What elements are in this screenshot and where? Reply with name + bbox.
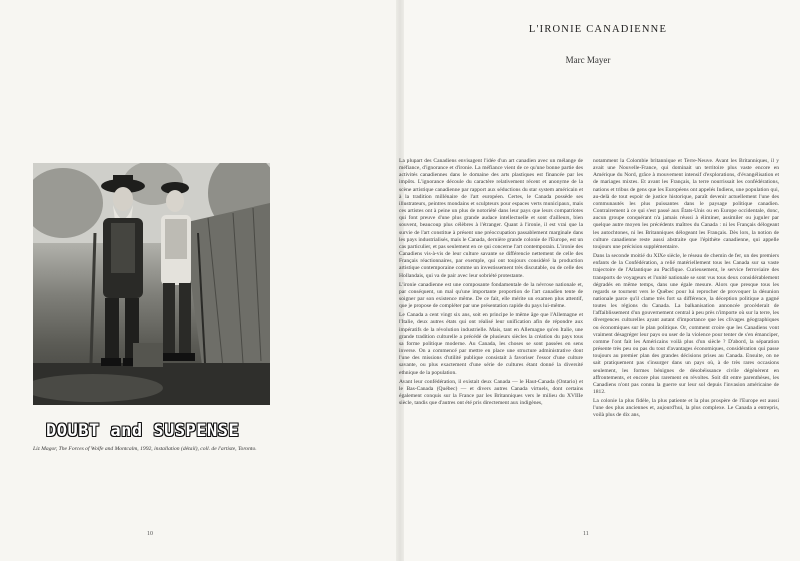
- paragraph: notamment la Colombie britannique et Terre-Neuve. Avant les Britanniques, il y avait une Nouvelle-France, qui dominait un territoire plus vaste encore en Amérique du Nord, grâce à mouvement intensif d'explorations, d'évangélisation et de mariages mixtes. Et avant les Français, la terre nourrissait les confédérations, nations et tribus de gens que les Européens ont appelés Indiens, une population qui, au-delà de tout espoir de justice historique, paraît devenir actuellement l'une des communautés les plus puissantes dans le paysage politique canadien. Contrairement à ce qui s'est passé aux États-Unis ou en Europe occidentale, donc, aucun groupe conquérant n'a jamais réussi à éliminer, assimiler ou juguler par quelque autre moyen les précédents maîtres du Canada : ni les Français délogeant les autochtones, ni les Britanniques délogeant les Français. Dès lors, la notion de culture canadienne reste aussi abstraite que l'épithète canadienne, qui appelle toujours une précision supplémentaire.: [593, 158, 779, 250]
- paragraph: L'ironie canadienne est une composante fondamentale de la névrose nationale et, par conséquent, un mal qu'une importante proportion de l'art canadien tente de soigner par son existence même. De ce fait, elle mérite un examen plus attentif, que je propose de compléter par une présentation rapide du pays lui-même.: [399, 281, 583, 310]
- paragraph: Avant leur confédération, il existait deux Canada — le Haut-Canada (Ontario) et le Bas-Canada (Québec) — et divers autres Canada virtuels, dont certains également conquis sur la France par les Britanniques vers le milieu du XVIIIe siècle, tandis que d'autres ont été pris directement aux indigènes,: [399, 378, 583, 407]
- paragraph: Dans la seconde moitié du XIXe siècle, le réseau de chemin de fer, un des premiers enfants de la Confédération, a relié matériellement tous les Canada sur sa vaste trajectoire de l'Atlantique au Pacifique. Curieusement, le service ferroviaire des transports de voyageurs et l'unité nationale se sont vus tous deux considérablement dégradés en même temps, dans une égale mesure. Alors que presque tous les regards se tournent vers le Québec pour lui reprocher de provoquer la désunion nationale parce qu'il clame très fort sa différence, la déception politique a gagné toutes les régions du Canada. La balkanisation annoncée procèderait de l'affaiblissement d'un gouvernement central à peu près n'importe où sur la terre, les divergences culturelles ayant autant d'importance que les clivages géographiques ou économiques sur le plan politique. Or, comment croire que les Canadiens vont vraiment désagréger leur pays ou user de la violence pour tenter de s'en émanciper, comme l'ont fait les Américains voilà plus d'un siècle ? D'abord, la séparation présente très peu ou pas du tout d'avantages économiques, considération qui passe toujours au premier plan des grandes décisions prises au Canada. Ensuite, on ne sait pratiquement pas s'insurger dans un pays où, à de très rares occasions seulement, les formes bénignes de désobéissance civile dégénèrent en affrontements, et encore plus rarement en révoltes. Soit dit entre parenthèses, les Canadiens n'ont pas connu la guerre sur leur sol depuis l'invasion américaine de 1812.: [593, 253, 779, 395]
- paragraph: La colonie la plus fidèle, la plus patiente et la plus prospère de l'Europe est aussi l'une des plus anciennes et, aujourd'hui, la plus complexe. Le Canada a entrepris, voilà plus de dix ans,: [593, 398, 779, 419]
- page-number-left: 10: [147, 531, 153, 537]
- author-name: Marc Mayer: [565, 55, 611, 65]
- stencil-title: DOUBT and SUSPENSE: [46, 421, 240, 441]
- article-title: L'IRONIE CANADIENNE: [528, 24, 668, 35]
- installation-photo: [33, 163, 270, 405]
- page-number-right: 11: [583, 531, 589, 537]
- text-column-2: [593, 158, 779, 548]
- text-column-1: [399, 158, 583, 548]
- photo-illustration: [33, 163, 270, 405]
- paragraph: La plupart des Canadiens envisagent l'idée d'un art canadien avec un mélange de méfiance, d'ignorance et d'ironie. La méfiance vient de ce qu'une bonne partie des activités canadiennes dans le domaine des arts plastiques est financée par les impôts. L'ignorance découle du caractère relativement récent et anonyme de la scène artistique canadienne par rapport aux séductions du star system américain et à la tradition millénaire de l'art européen. Certes, le Canada possède ses illustrateurs, peintres mondains et sculpteurs pour espaces verts municipaux, mais ces artistes ont à peine un plus de notoriété dans leur pays que leurs compatriotes qui font preuve d'une plus grande audace intellectuelle et sont d'ailleurs, bien souvent, beaucoup plus célèbres à l'étranger. Quant à l'ironie, il est vrai que la survie de l'art constitue à présent une préoccupation passablement marginale dans les pays industrialisés, mais le Canada, dernière grande colonie de l'Europe, est un cas particulier, et pas seulement en ce qui concerne l'art contemporain. L'ironie des Canadiens vis-à-vis de leur culture savante se différencie nettement de celle des Français réactionnaires, par exemple, qui ont toujours considéré la production artistique contemporaine comme un investissement très discutable, ou de celle des Hollandais, qui va de pair avec leur sobriété protestante.: [399, 158, 583, 279]
- paragraph: Le Canada a cent vingt six ans, soit en principe le même âge que l'Allemagne et l'Italie, deux autres états qui ont réalisé leur unification afin de répondre aux impératifs de la révolution industrielle. Mais, tant en Allemagne qu'en Italie, une grande tradition culturelle a précédé de plusieurs siècles la création du pays tous sa forme politique moderne. Au Canada, les choses se sont passées en sens inverse. On a commencé par mettre en place une structure administrative dont l'une des missions d'utilité publique consistait à favoriser l'essor d'une culture savante, ou plus exactement d'une série de cultures étant donné la diversité ethnique de la population.: [399, 312, 583, 376]
- figure-caption: Liz Magor, The Forces of Wolfe and Montcalm, 1992, installation (détail), coll. de l'artiste, Toronto.: [33, 446, 257, 452]
